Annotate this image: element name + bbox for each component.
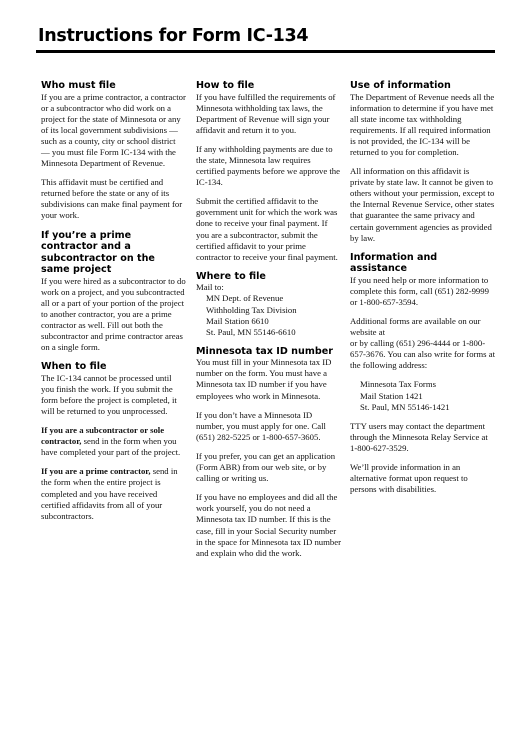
info-paragraph-2 [350, 316, 495, 371]
column-left [41, 80, 186, 530]
where-address-line-4: St. Paul, MN 55146-6610 [206, 326, 296, 337]
who-paragraph-1: If you are a prime contractor, a contractor or a subcontractor who did work on a project for the state of Minnesota or any of its local government subdivisions — such as a county, city or school district — you must file Form IC-134 with the Minnesota Department of Revenue. [41, 91, 186, 169]
tax-id-heading: Minnesota tax ID number [196, 345, 333, 357]
where-to-file-heading: Where to file [196, 270, 266, 282]
prime-and-sub-heading: If you’re a prime contractor and a subcontractor on the same project [41, 229, 155, 276]
prime-paragraph-1: If you were hired as a subcontractor to do work on a project, and you subcontracted all or a part of your portion of the project to another contractor, you are a prime contractor as well. Fill out both the subcontractor and prime contractor areas on a single form. [41, 275, 186, 353]
who-must-file-heading: Who must file [41, 80, 116, 91]
tax-id-paragraph-2: If you don’t have a Minnesota ID number, you must apply for one. Call (651) 282-5225 or 1-800-657-3605. [196, 409, 326, 442]
info-address-line-3: St. Paul, MN 55146-1421 [360, 401, 450, 412]
info-phone-line: or by calling (651) 296-4444 or 1-800-657-3676. You can also write for forms at the following address: [350, 338, 496, 371]
when-to-file-heading: When to file [41, 361, 107, 373]
when-paragraph-3-rest: send in the form when the entire project is completed and you have received certified affidavits from all of your subcontractors. [41, 466, 178, 521]
info-assistance-heading: Information and assistance [350, 251, 438, 275]
tax-id-paragraph-4: If you have no employees and did all the work yourself, you do not need a Minnesota tax ID number. If this is the case, fill in your Social Security number in the space for Minnesota tax ID number and explain who did the work. [196, 492, 341, 558]
use-paragraph-1: The Department of Revenue needs all the information to determine if you have met all state income tax withholding requirements. If all required information is not provided, the IC-134 will be returned to you for completion. [350, 91, 495, 157]
info-website-line: Additional forms are available on our website at [350, 316, 481, 338]
how-paragraph-2: If any withholding payments are due to the state, Minnesota law requires certified payments before we approve the IC-134. [196, 143, 341, 188]
tax-id-paragraph-3: If you prefer, you can get an application (Form ABR) from our web site, or by calling or writing us. [196, 450, 336, 484]
when-paragraph-3-lead: If you are a prime contractor, [41, 466, 151, 477]
where-address-line-2: Withholding Tax Division [206, 304, 297, 315]
column-middle [196, 80, 341, 567]
when-paragraph-1: The IC-134 cannot be processed until you finish the work. If you submit the form before the project is completed, it will be returned to you unprocessed. [41, 372, 177, 416]
info-address [350, 379, 495, 412]
who-paragraph-2: This affidavit must be certified and returned before the state or any of its subdivisions can make final payment for your work. [41, 177, 183, 221]
when-paragraph-2 [41, 425, 186, 458]
use-of-information-heading: Use of information [350, 80, 451, 91]
how-to-file-heading: How to file [196, 80, 255, 91]
page-title: Instructions for Form IC-134 [38, 26, 309, 46]
when-paragraph-2-lead: If you are a subcontractor or sole contractor, [41, 425, 165, 447]
use-paragraph-2: All information on this affidavit is private by state law. It cannot be given to others without your permission, except to the Internal Revenue Service, other states that guarantee the same privacy and certain government agencies as provided by law. [350, 166, 495, 243]
tax-id-paragraph-1: You must fill in your Minnesota tax ID number on the form. You must have a Minnesota tax ID number if you have employees who work in Minnesota. [196, 357, 332, 401]
column-right [350, 80, 495, 503]
how-paragraph-1: If you have fulfilled the requirements of Minnesota withholding tax laws, the Department of Revenue will sign your affidavit and return it to you. [196, 91, 336, 135]
where-address-line-1: MN Dept. of Revenue [206, 293, 284, 304]
info-paragraph-3: TTY users may contact the department through the Minnesota Relay Service at 1-800-627-3529. [350, 420, 488, 453]
info-paragraph-1: If you need help or more information to complete this form, call (651) 282-9999 or 1-800-657-3594. [350, 274, 489, 307]
when-paragraph-3 [41, 466, 186, 521]
info-address-line-2: Mail Station 1421 [360, 390, 423, 401]
info-address-line-1: Minnesota Tax Forms [360, 379, 436, 390]
how-paragraph-3: Submit the certified affidavit to the government unit for which the work was done to receive your final payment. If you are a subcontractor, submit the certified affidavit to your prime contractor to receive your final payment. [196, 196, 338, 262]
title-rule [36, 50, 495, 53]
when-paragraph-2-rest: send in the form when you have completed your part of the project. [41, 436, 181, 458]
where-address [196, 282, 341, 337]
info-paragraph-4: We’ll provide information in an alternative format upon request to persons with disabilities. [350, 462, 468, 495]
where-address-line-3: Mail Station 6610 [206, 315, 269, 326]
where-mail-to: Mail to: [196, 282, 224, 293]
